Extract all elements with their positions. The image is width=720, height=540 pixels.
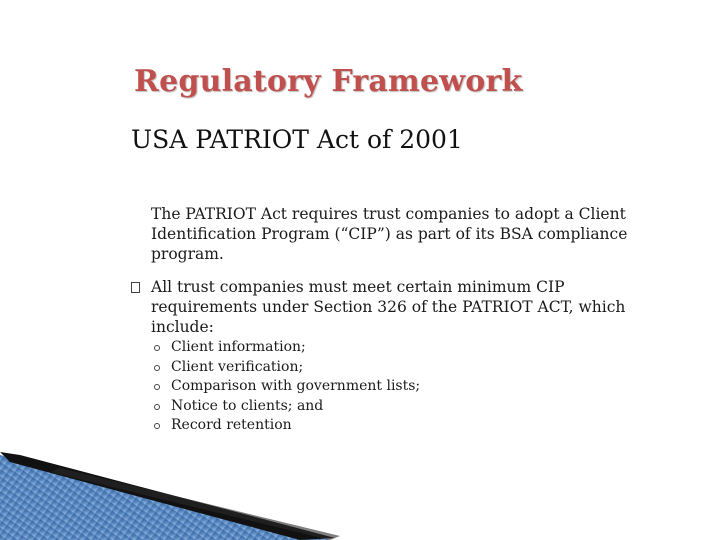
- list-item: [150, 338, 420, 358]
- slide-subtitle: USA PATRIOT Act of 2001: [131, 125, 463, 154]
- ring-bullet-icon: [154, 345, 160, 351]
- paragraph-cip-requirement: The PATRIOT Act requires trust companies to adopt a Client Identification Program (“CIP”) as part of its BSA compliance program.: [151, 205, 628, 263]
- list-item-label: Comparison with government lists;: [171, 378, 421, 394]
- list-item: [150, 377, 420, 397]
- ring-bullet-icon: [154, 365, 160, 371]
- ring-bullet-icon: [154, 423, 160, 429]
- list-item-label: Client information;: [171, 339, 306, 355]
- requirements-list: [150, 338, 420, 436]
- list-item: [150, 416, 420, 436]
- blue-wedge-shape: [0, 455, 330, 540]
- dark-swoosh-shape: [0, 452, 335, 540]
- list-item: [150, 358, 420, 378]
- list-item-label: Notice to clients; and: [171, 397, 324, 414]
- slide-title: Regulatory Framework: [134, 64, 523, 99]
- list-item-label: Record retention: [171, 417, 292, 433]
- paragraph-minimum-requirements: All trust companies must meet certain minimum CIP requirements under Section 326 of the PATRIOT ACT, which include:: [151, 278, 626, 336]
- missing-glyph-bullet-icon: [131, 282, 140, 293]
- list-item-label: Client verification;: [171, 358, 304, 375]
- ring-bullet-icon: [154, 404, 160, 410]
- ring-bullet-icon: [154, 384, 160, 390]
- list-item: [150, 397, 420, 417]
